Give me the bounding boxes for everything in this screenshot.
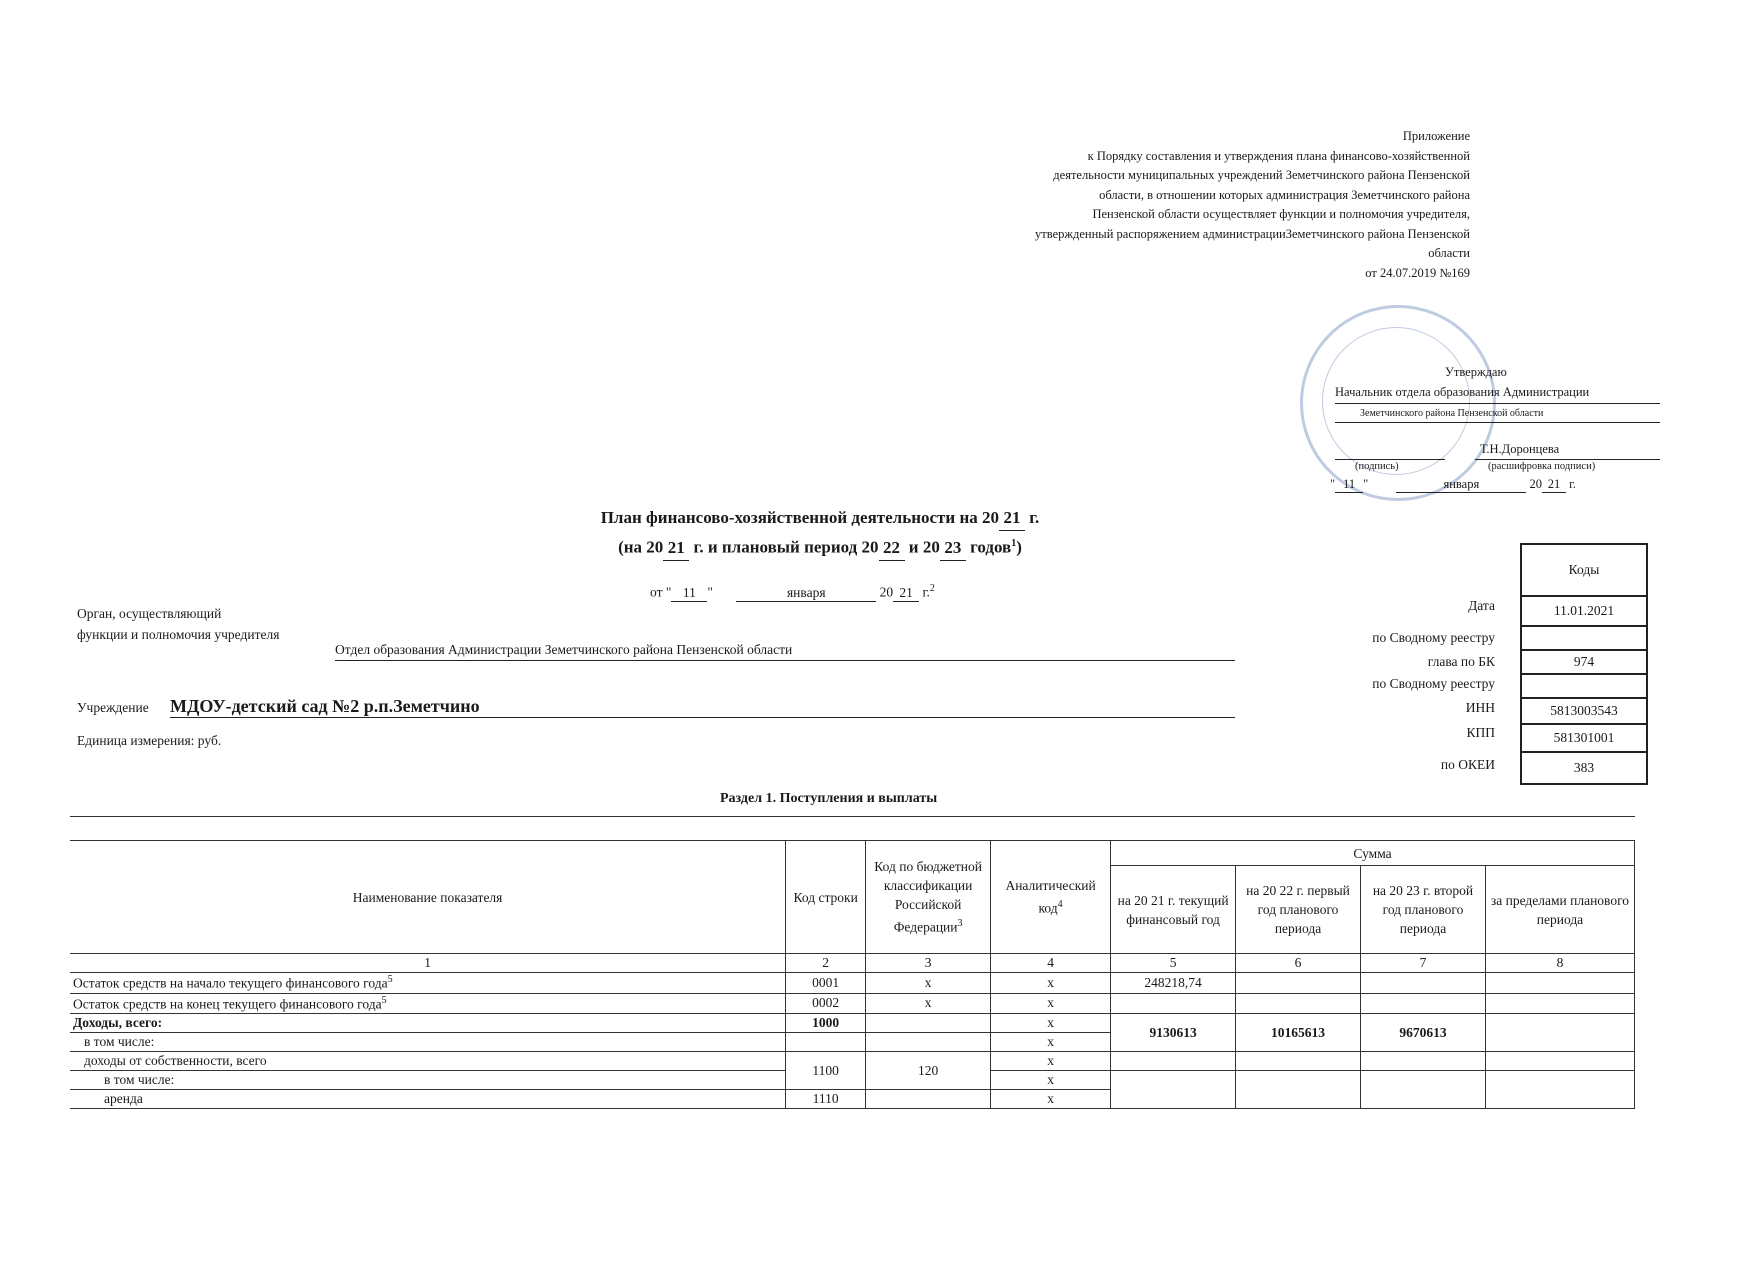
- codes-table: [1520, 543, 1648, 785]
- title-line2-d: годов: [970, 537, 1012, 557]
- row-analytic: x: [991, 1090, 1111, 1109]
- row-code: [786, 1033, 866, 1052]
- row-name: аренда: [70, 1090, 786, 1109]
- approval-day: 11: [1335, 477, 1363, 493]
- row-code: 0002: [786, 993, 866, 1014]
- approver-position: Начальник отдела образования Администрации: [1335, 385, 1590, 399]
- code-label-date: Дата: [1468, 598, 1495, 613]
- code-label-kpp: КПП: [1466, 725, 1495, 740]
- code-label-registry: по Сводному реестру: [1372, 630, 1495, 645]
- row-kbk: x: [866, 993, 991, 1014]
- codes-header: Коды: [1521, 544, 1647, 596]
- appendix-line: области, в отношении которых администрация Земетчинского района: [1099, 187, 1470, 202]
- row-sum-beyond: [1485, 973, 1634, 994]
- code-label-bk: глава по БК: [1427, 654, 1495, 669]
- header-year-second: на 20 23 г. второй год планового периода: [1361, 866, 1486, 954]
- approval-month: января: [1396, 477, 1526, 493]
- header-year-current: на 20 21 г. текущий финансовый год: [1111, 866, 1236, 954]
- table-row: [70, 1052, 1635, 1071]
- title-line1-suffix: г.: [1029, 508, 1040, 527]
- date-from: от ": [650, 584, 672, 600]
- appendix-line: к Порядку составления и утверждения плана финансово-хозяйственной: [1087, 148, 1470, 163]
- title-line2-b: г. и плановый период 20: [693, 537, 879, 557]
- colnum: 7: [1361, 954, 1486, 973]
- appendix-line: Приложение: [1402, 129, 1470, 143]
- code-value-bk: 974: [1521, 650, 1647, 674]
- title-footnote: 1: [1011, 538, 1017, 549]
- section-heading: Раздел 1. Поступления и выплаты: [720, 791, 938, 806]
- row-sum-second: [1361, 1071, 1486, 1109]
- title-line1: План финансово-хозяйственной деятельности на 20: [600, 508, 999, 527]
- code-value-registry-2: [1521, 674, 1647, 698]
- title-line2-c: и 20: [908, 537, 940, 557]
- approval-year-prefix: 20: [1529, 477, 1542, 491]
- row-code: 1100: [786, 1052, 866, 1090]
- code-label-inn: ИНН: [1465, 700, 1495, 715]
- plan-date: [650, 583, 935, 602]
- code-value-okei: 383: [1521, 752, 1647, 784]
- code-label-okei: по ОКЕИ: [1440, 757, 1495, 772]
- header-analytic: [991, 841, 1111, 954]
- row-sum-first: [1236, 973, 1361, 994]
- date-suffix: г.: [922, 584, 930, 600]
- row-sum-current: [1111, 1071, 1236, 1109]
- header-sum: Сумма: [1111, 841, 1635, 866]
- row-sum-current: 248218,74: [1111, 973, 1236, 994]
- row-name: Остаток средств на конец текущего финансового года$^5$: [70, 993, 786, 1014]
- table-row: [70, 973, 1635, 994]
- row-name: Доходы, всего:: [70, 1014, 786, 1033]
- unit-label: Единица измерения: руб.: [77, 733, 222, 748]
- colnum: 5: [1111, 954, 1236, 973]
- appendix-line: области: [1428, 246, 1470, 260]
- header-kbk: [866, 841, 991, 954]
- code-value-date: 11.01.2021: [1521, 596, 1647, 626]
- row-sum-current: [1111, 1052, 1236, 1071]
- row-analytic: x: [991, 1071, 1111, 1090]
- row-kbk: [866, 1033, 991, 1052]
- approval-block: [1300, 360, 1660, 500]
- receipts-payments-table: [70, 840, 1635, 1109]
- row-kbk: [866, 1014, 991, 1033]
- decode-caption: (расшифровка подписи): [1488, 461, 1596, 472]
- row-name: в том числе:: [70, 1033, 786, 1052]
- row-sum-second: [1361, 1052, 1486, 1071]
- org-label-1: Орган, осуществляющий: [77, 606, 222, 621]
- row-analytic: x: [991, 973, 1111, 994]
- header-analytic-footnote: 4: [1057, 899, 1063, 911]
- row-sum-first: [1236, 1052, 1361, 1071]
- code-value-kpp: 581301001: [1521, 724, 1647, 752]
- row-sum-current: [1111, 993, 1236, 1014]
- row-sum-first: [1236, 993, 1361, 1014]
- row-sum-second: [1361, 973, 1486, 994]
- row-analytic: x: [991, 1033, 1111, 1052]
- row-sum-beyond: [1485, 1052, 1634, 1071]
- row-kbk: x: [866, 973, 991, 994]
- header-code: Код строки: [786, 841, 866, 954]
- institution-label: Учреждение: [77, 700, 149, 715]
- date-month: января: [736, 585, 876, 602]
- row-sum-first: 10165613: [1236, 1014, 1361, 1052]
- sign-caption: (подпись): [1355, 461, 1399, 472]
- org-label-2: функции и полномочия учредителя: [77, 627, 280, 642]
- institution-value: МДОУ-детский сад №2 р.п.Земетчино: [170, 696, 1235, 718]
- header-kbk-footnote: 3: [957, 918, 963, 930]
- table-row: [70, 993, 1635, 1014]
- approver-org: Земетчинского района Пензенской области: [1360, 408, 1544, 419]
- section-rule: [70, 816, 1635, 817]
- colnum: 2: [786, 954, 866, 973]
- date-footnote: 2: [929, 583, 935, 594]
- approval-year: 21: [1542, 477, 1566, 493]
- colnum: 4: [991, 954, 1111, 973]
- approve-label: Утверждаю: [1445, 365, 1507, 379]
- row-kbk: [866, 1090, 991, 1109]
- code-value-registry: [1521, 626, 1647, 650]
- date-year-prefix: 20: [879, 584, 894, 600]
- date-year: 21: [893, 585, 919, 602]
- appendix-block: [950, 127, 1470, 283]
- row-name: доходы от собственности, всего: [70, 1052, 786, 1071]
- row-sum-beyond: [1485, 1014, 1634, 1052]
- code-value-inn: 5813003543: [1521, 698, 1647, 724]
- header-year-first: на 20 22 г. первый год планового периода: [1236, 866, 1361, 954]
- row-sum-beyond: [1485, 993, 1634, 1014]
- header-kbk-text: Код по бюджетной классификации Российской Федерации: [874, 859, 982, 935]
- title-line2-y3: 23: [940, 535, 966, 561]
- title-line2-e: ): [1016, 537, 1022, 557]
- row-sum-first: [1236, 1071, 1361, 1109]
- colnum: 8: [1485, 954, 1634, 973]
- row-code: 1000: [786, 1014, 866, 1033]
- row-name: Остаток средств на начало текущего финансового года$^5$: [70, 973, 786, 994]
- row-sum-current: 9130613: [1111, 1014, 1236, 1052]
- row-kbk: 120: [866, 1052, 991, 1090]
- org-value: Отдел образования Администрации Земетчинского района Пензенской области: [335, 642, 1235, 661]
- row-name: в том числе:: [70, 1071, 786, 1090]
- title-line2-y1: 21: [663, 535, 689, 561]
- appendix-line: Пензенской области осуществляет функции и полномочия учредителя,: [1092, 207, 1470, 221]
- appendix-line: деятельности муниципальных учреждений Земетчинского района Пензенской: [1053, 168, 1470, 182]
- appendix-line: от 24.07.2019 №169: [1365, 265, 1470, 280]
- row-sum-second: [1361, 993, 1486, 1014]
- title-line2-a: (на 20: [618, 537, 664, 557]
- approver-name: Т.Н.Доронцева: [1480, 442, 1560, 456]
- approval-date: " 11 " января 20 21 г.: [1330, 477, 1576, 491]
- colnum: 6: [1236, 954, 1361, 973]
- date-day: 11: [671, 585, 707, 602]
- code-label-registry-2: по Сводному реестру: [1372, 676, 1495, 691]
- page-title: [560, 505, 1080, 561]
- header-year-beyond: за пределами планового периода: [1485, 866, 1634, 954]
- title-year: 21: [999, 505, 1025, 531]
- row-analytic: x: [991, 1052, 1111, 1071]
- row-sum-second: 9670613: [1361, 1014, 1486, 1052]
- title-line2-y2: 22: [879, 535, 905, 561]
- table-row: [70, 1014, 1635, 1033]
- row-analytic: x: [991, 993, 1111, 1014]
- row-code: 0001: [786, 973, 866, 994]
- row-code: 1110: [786, 1090, 866, 1109]
- approval-year-suffix: г.: [1569, 477, 1576, 491]
- appendix-line: утвержденный распоряжением администрацииЗеметчинского района Пензенской: [1035, 226, 1470, 241]
- row-sum-beyond: [1485, 1071, 1634, 1109]
- row-analytic: x: [991, 1014, 1111, 1033]
- header-analytic-text: Аналитический код: [1005, 878, 1096, 916]
- colnum: 3: [866, 954, 991, 973]
- colnum: 1: [70, 954, 786, 973]
- header-name: Наименование показателя: [70, 841, 786, 954]
- date-quote: ": [707, 584, 713, 600]
